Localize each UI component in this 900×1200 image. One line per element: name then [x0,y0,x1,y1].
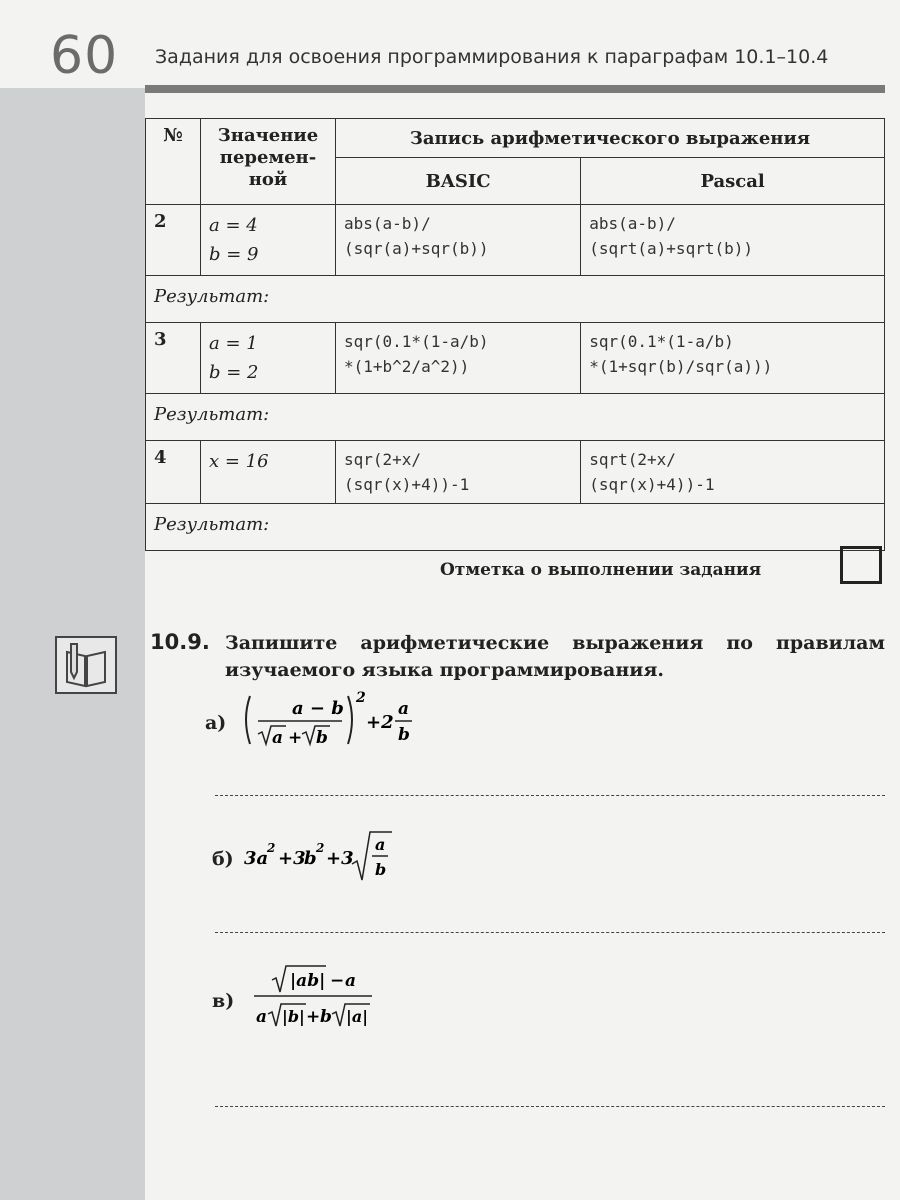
task-text: Запишите арифметические выражения по правилам изучаемого языка программирования. [225,632,885,681]
basic-code: sqr(2+x/ [344,450,422,469]
row-number: 2 [146,205,201,276]
variable-value: a = 1 [209,333,258,354]
result-field[interactable]: Результат: [146,394,885,441]
basic-code: *(1+b^2/a^2)) [344,357,470,376]
result-field[interactable]: Результат: [146,504,885,551]
svg-text:+: + [288,728,303,748]
svg-text:b: b [320,1007,332,1027]
col-header-variables: Значение перемен- ной [201,119,336,205]
col-header-expression: Запись арифметического выражения [336,119,885,158]
col-header-number: № [146,119,201,205]
item-label-c: в) [212,990,235,1012]
variable-value: b = 9 [209,244,259,265]
svg-text:a: a [256,1007,268,1027]
answer-line[interactable] [215,795,885,796]
answer-line[interactable] [215,932,885,933]
svg-text:a: a [272,728,284,748]
pascal-code: *(1+sqr(b)/sqr(a))) [589,357,773,376]
svg-text:2: 2 [267,841,276,855]
svg-text:3a: 3a [244,848,269,869]
answer-line[interactable] [215,1106,885,1107]
completion-mark-label: Отметка о выполнении задания [440,560,762,580]
item-label-a: а) [205,712,227,734]
svg-text:|b|: |b| [282,1007,305,1026]
basic-code: abs(a-b)/ [344,214,431,233]
svg-text:b: b [375,860,387,879]
pascal-code: (sqrt(a)+sqrt(b)) [589,239,753,258]
table-row [146,323,885,394]
col-header-pascal: Pascal [581,158,885,205]
svg-text:|ab|: |ab| [290,971,326,991]
variable-value: b = 2 [209,362,259,383]
pascal-code: sqr(0.1*(1-a/b) [589,332,734,351]
svg-text:a − b: a − b [292,698,344,719]
table-row [146,205,885,276]
basic-code: (sqr(a)+sqr(b)) [344,239,489,258]
variable-value: x = 16 [209,451,269,472]
basic-code: (sqr(x)+4))-1 [344,475,470,494]
svg-text:+2: +2 [366,712,394,733]
formula-b [242,828,422,886]
svg-text:|a|: |a| [346,1007,369,1026]
book-pencil-icon [55,636,117,694]
svg-text:+3: +3 [326,848,354,869]
result-field[interactable]: Результат: [146,276,885,323]
pascal-code: sqrt(2+x/ [589,450,676,469]
completion-checkbox[interactable] [840,546,882,584]
svg-text:+: + [306,1007,321,1027]
task-number: 10.9. [150,630,210,654]
svg-text:+3: +3 [278,848,306,869]
formula-c [250,960,380,1034]
col-header-basic: BASIC [336,158,581,205]
svg-text:b: b [316,728,328,748]
svg-text:−: − [330,971,345,991]
svg-text:a: a [398,699,410,719]
table-row [146,441,885,504]
page-header-title: Задания для освоения программирования к параграфам 10.1–10.4 [155,46,829,68]
header-rule [145,85,885,93]
expression-table [145,118,885,551]
svg-text:a: a [375,835,386,854]
svg-text:a: a [345,971,357,991]
variable-value: a = 4 [209,215,258,236]
row-number: 4 [146,441,201,504]
svg-text:b: b [304,848,317,869]
svg-text:b: b [398,725,410,745]
formula-a [240,688,430,754]
basic-code: sqr(0.1*(1-a/b) [344,332,489,351]
svg-text:2: 2 [316,841,325,855]
pascal-code: (sqr(x)+4))-1 [589,475,715,494]
item-label-b: б) [212,848,234,870]
svg-text:2: 2 [356,690,366,706]
row-number: 3 [146,323,201,394]
page-number: 60 [50,26,119,86]
pascal-code: abs(a-b)/ [589,214,676,233]
